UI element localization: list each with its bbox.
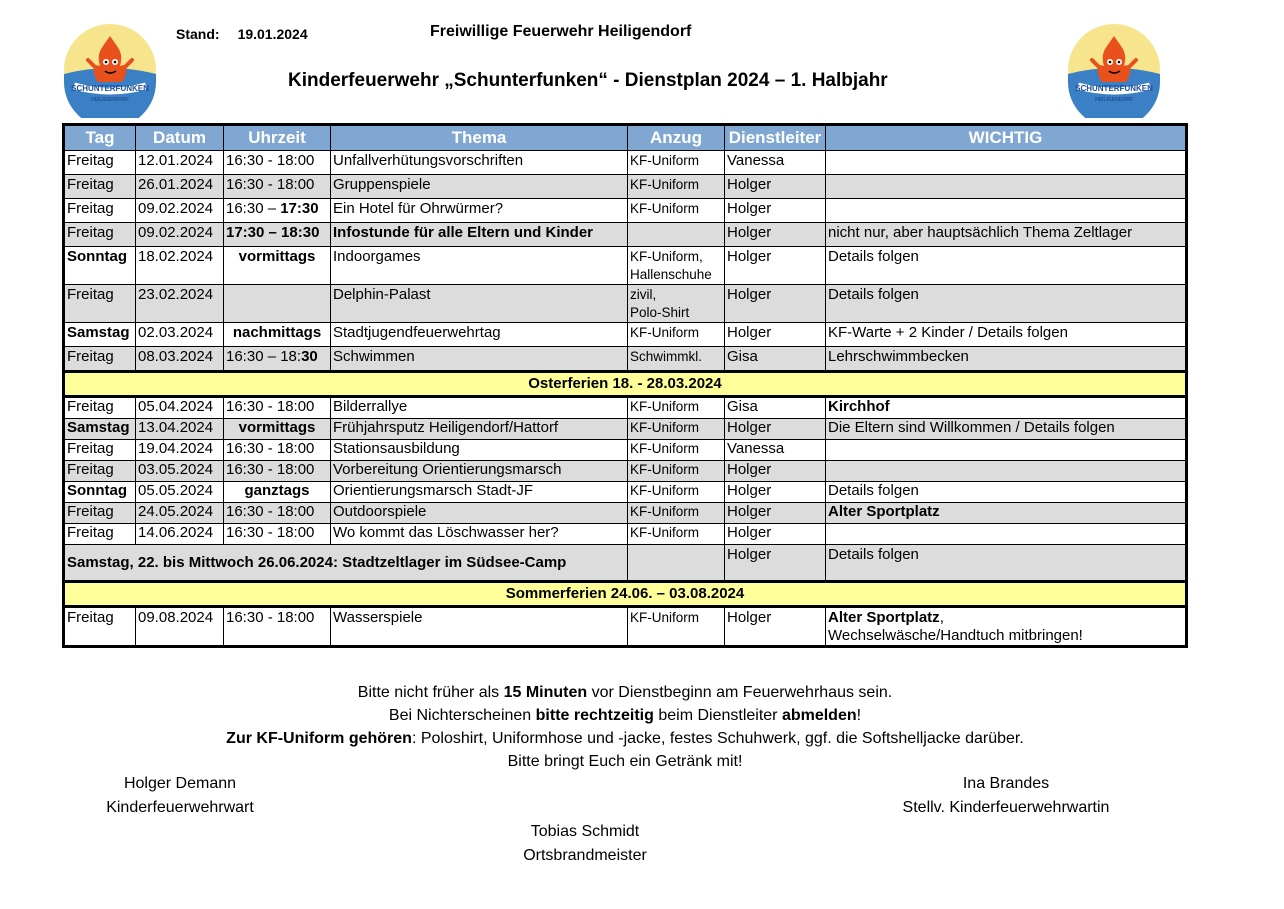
cell-dienstleiter: Holger xyxy=(725,461,826,482)
cell-tag: Freitag xyxy=(64,285,136,323)
time-end-bold: 17:30 xyxy=(280,200,319,217)
cell-tag: Freitag xyxy=(64,440,136,461)
cell-datum: 08.03.2024 xyxy=(136,347,224,372)
cell-uhrzeit: 16:30 - 18:00 xyxy=(224,440,331,461)
cell-datum: 03.05.2024 xyxy=(136,461,224,482)
cell-thema: Wasserspiele xyxy=(331,607,628,647)
cell-anzug: KF-Uniform xyxy=(628,440,725,461)
note-text: Bitte nicht früher als xyxy=(357,684,504,701)
col-header-dienstleiter: Dienstleiter xyxy=(725,125,826,151)
cell-datum: 09.02.2024 xyxy=(136,223,224,247)
signature-middle xyxy=(490,820,680,868)
signature-role: Kinderfeuerwehrwart xyxy=(106,799,254,816)
cell-dienstleiter: Holger xyxy=(725,419,826,440)
cell-dienstleiter: Holger xyxy=(725,323,826,347)
cell-uhrzeit: 16:30 - 18:00 xyxy=(224,607,331,647)
wichtig-line-2: Wechselwäsche/Handtuch mitbringen! xyxy=(828,627,1083,644)
cell-anzug: KF-Uniform xyxy=(628,419,725,440)
table-row xyxy=(64,285,1187,323)
cell-wichtig: Die Eltern sind Willkommen / Details folgen xyxy=(826,419,1187,440)
holiday-banner: Osterferien 18. - 28.03.2024 xyxy=(64,372,1187,397)
cell-dienstleiter: Holger xyxy=(725,607,826,647)
cell-anzug: KF-Uniform xyxy=(628,323,725,347)
note-text: Bei Nichterscheinen xyxy=(388,707,536,724)
cell-uhrzeit xyxy=(224,347,331,372)
note-line-4: Bitte bringt Euch ein Getränk mit! xyxy=(507,753,743,770)
cell-thema: Gruppenspiele xyxy=(331,175,628,199)
cell-datum: 13.04.2024 xyxy=(136,419,224,440)
signature-right xyxy=(880,772,1132,820)
cell-uhrzeit: 16:30 - 18:00 xyxy=(224,461,331,482)
table-row xyxy=(64,607,1187,647)
cell-uhrzeit: vormittags xyxy=(224,247,331,285)
cell-thema: Indoorgames xyxy=(331,247,628,285)
cell-thema: Ein Hotel für Ohrwürmer? xyxy=(331,199,628,223)
note-line-3 xyxy=(0,727,1250,750)
cell-uhrzeit: vormittags xyxy=(224,419,331,440)
cell-thema: Vorbereitung Orientierungsmarsch xyxy=(331,461,628,482)
cell-anzug: KF-Uniform xyxy=(628,503,725,524)
cell-dienstleiter: Holger xyxy=(725,247,826,285)
holiday-banner: Sommerferien 24.06. – 03.08.2024 xyxy=(64,582,1187,607)
cell-thema: Frühjahrsputz Heiligendorf/Hattorf xyxy=(331,419,628,440)
notes-block xyxy=(0,681,1250,773)
cell-wichtig xyxy=(826,607,1187,647)
organization-name: Freiwillige Feuerwehr Heiligendorf xyxy=(430,23,692,40)
cell-dienstleiter: Holger xyxy=(725,199,826,223)
cell-wichtig: Details folgen xyxy=(826,285,1187,323)
table-row xyxy=(64,323,1187,347)
signature-left xyxy=(92,772,268,820)
cell-anzug xyxy=(628,285,725,323)
note-bold: 15 Minuten xyxy=(503,684,588,701)
cell-tag: Freitag xyxy=(64,524,136,545)
cell-tag: Sonntag xyxy=(64,247,136,285)
stand-label: Stand: xyxy=(176,26,220,42)
anzug-line-1: KF-Uniform, xyxy=(630,249,703,264)
cell-wichtig: Lehrschwimmbecken xyxy=(826,347,1187,372)
cell-tag: Freitag xyxy=(64,175,136,199)
cell-zeltlager: Samstag, 22. bis Mittwoch 26.06.2024: Stadtzeltlager im Südsee-Camp xyxy=(64,545,628,582)
cell-wichtig: Details folgen xyxy=(826,545,1187,582)
cell-tag: Sonntag xyxy=(64,482,136,503)
cell-dienstleiter: Holger xyxy=(725,285,826,323)
time-end-bold: 30 xyxy=(301,348,318,365)
note-text: : Poloshirt, Uniformhose und -jacke, festes Schuhwerk, ggf. die Softshelljacke darüber. xyxy=(411,730,1024,747)
cell-dienstleiter: Gisa xyxy=(725,347,826,372)
table-row xyxy=(64,524,1187,545)
cell-wichtig xyxy=(826,175,1187,199)
cell-tag: Samstag xyxy=(64,419,136,440)
cell-thema: Wo kommt das Löschwasser her? xyxy=(331,524,628,545)
cell-wichtig: Alter Sportplatz xyxy=(826,503,1187,524)
cell-thema: Bilderrallye xyxy=(331,397,628,419)
table-row xyxy=(64,175,1187,199)
signature-role: Stellv. Kinderfeuerwehrwartin xyxy=(902,799,1110,816)
cell-thema: Unfallverhütungsvorschriften xyxy=(331,151,628,175)
note-bold: Zur KF-Uniform gehören xyxy=(226,730,412,747)
cell-anzug: KF-Uniform xyxy=(628,607,725,647)
table-row-zeltlager xyxy=(64,545,1187,582)
note-line-2 xyxy=(0,704,1250,727)
wichtig-comma: , xyxy=(939,609,944,626)
cell-uhrzeit: ganztags xyxy=(224,482,331,503)
cell-uhrzeit: 16:30 - 18:00 xyxy=(224,151,331,175)
cell-thema: Outdoorspiele xyxy=(331,503,628,524)
cell-dienstleiter: Holger xyxy=(725,524,826,545)
cell-uhrzeit: nachmittags xyxy=(224,323,331,347)
wichtig-bold: Alter Sportplatz xyxy=(828,609,940,626)
cell-uhrzeit: 16:30 - 18:00 xyxy=(224,503,331,524)
signature-name: Holger Demann xyxy=(123,775,237,792)
cell-wichtig xyxy=(826,524,1187,545)
cell-dienstleiter: Holger xyxy=(725,545,826,582)
cell-uhrzeit xyxy=(224,199,331,223)
table-row xyxy=(64,223,1187,247)
cell-dienstleiter: Holger xyxy=(725,503,826,524)
table-row xyxy=(64,347,1187,372)
cell-datum: 18.02.2024 xyxy=(136,247,224,285)
anzug-line-1: zivil, xyxy=(630,287,657,302)
cell-datum: 19.04.2024 xyxy=(136,440,224,461)
signature-role: Ortsbrandmeister xyxy=(523,847,647,864)
cell-dienstleiter: Holger xyxy=(725,175,826,199)
anzug-line-2: Hallenschuhe xyxy=(630,267,712,282)
cell-anzug: KF-Uniform xyxy=(628,397,725,419)
col-header-uhrzeit: Uhrzeit xyxy=(224,125,331,151)
cell-tag: Freitag xyxy=(64,223,136,247)
svg-text:SCHUNTERFUNKEN: SCHUNTERFUNKEN xyxy=(1075,84,1153,93)
cell-thema: Delphin-Palast xyxy=(331,285,628,323)
cell-dienstleiter: Vanessa xyxy=(725,151,826,175)
table-row xyxy=(64,461,1187,482)
cell-wichtig: Kirchhof xyxy=(826,397,1187,419)
schunterfunken-logo-left xyxy=(62,22,158,118)
cell-tag: Freitag xyxy=(64,461,136,482)
cell-anzug xyxy=(628,247,725,285)
note-text: beim Dienstleiter xyxy=(653,707,782,724)
cell-dienstleiter: Holger xyxy=(725,223,826,247)
cell-uhrzeit xyxy=(224,285,331,323)
cell-thema: Orientierungsmarsch Stadt-JF xyxy=(331,482,628,503)
cell-datum: 12.01.2024 xyxy=(136,151,224,175)
table-row xyxy=(64,397,1187,419)
cell-wichtig: Details folgen xyxy=(826,247,1187,285)
schunterfunken-logo-right xyxy=(1066,22,1162,118)
holiday-row-easter xyxy=(64,372,1187,397)
cell-anzug xyxy=(628,545,725,582)
cell-uhrzeit: 16:30 - 18:00 xyxy=(224,397,331,419)
cell-datum: 09.08.2024 xyxy=(136,607,224,647)
time-start: 16:30 – 18: xyxy=(226,348,302,365)
col-header-anzug: Anzug xyxy=(628,125,725,151)
cell-datum: 05.04.2024 xyxy=(136,397,224,419)
cell-dienstleiter: Holger xyxy=(725,482,826,503)
cell-datum: 02.03.2024 xyxy=(136,323,224,347)
table-row xyxy=(64,151,1187,175)
cell-tag: Freitag xyxy=(64,503,136,524)
cell-tag: Freitag xyxy=(64,347,136,372)
cell-wichtig: nicht nur, aber hauptsächlich Thema Zeltlager xyxy=(826,223,1187,247)
cell-anzug: Schwimmkl. xyxy=(628,347,725,372)
cell-thema: Stadtjugendfeuerwehrtag xyxy=(331,323,628,347)
duty-schedule-table xyxy=(62,123,1188,648)
cell-tag: Freitag xyxy=(64,397,136,419)
cell-tag: Samstag xyxy=(64,323,136,347)
cell-datum: 05.05.2024 xyxy=(136,482,224,503)
cell-datum: 24.05.2024 xyxy=(136,503,224,524)
cell-anzug: KF-Uniform xyxy=(628,151,725,175)
svg-text:HEILIGENDORF: HEILIGENDORF xyxy=(91,97,129,103)
signature-name: Ina Brandes xyxy=(962,775,1050,792)
cell-tag: Freitag xyxy=(64,151,136,175)
col-header-datum: Datum xyxy=(136,125,224,151)
note-line-1 xyxy=(0,681,1250,704)
cell-anzug: KF-Uniform xyxy=(628,482,725,503)
signature-name: Tobias Schmidt xyxy=(530,823,640,840)
cell-wichtig: Details folgen xyxy=(826,482,1187,503)
cell-datum: 26.01.2024 xyxy=(136,175,224,199)
cell-wichtig xyxy=(826,151,1187,175)
cell-wichtig xyxy=(826,199,1187,223)
table-header-row xyxy=(64,125,1187,151)
cell-uhrzeit: 17:30 – 18:30 xyxy=(224,223,331,247)
cell-dienstleiter: Gisa xyxy=(725,397,826,419)
time-start: 16:30 – xyxy=(226,200,281,217)
page-title: Kinderfeuerwehr „Schunterfunken“ - Dienstplan 2024 – 1. Halbjahr xyxy=(288,70,888,91)
cell-datum: 14.06.2024 xyxy=(136,524,224,545)
stand-date xyxy=(176,26,308,42)
cell-uhrzeit: 16:30 - 18:00 xyxy=(224,524,331,545)
cell-tag: Freitag xyxy=(64,607,136,647)
cell-anzug: KF-Uniform xyxy=(628,461,725,482)
note-text: ! xyxy=(856,707,862,724)
note-text: vor Dienstbeginn am Feuerwehrhaus sein. xyxy=(587,684,893,701)
cell-tag: Freitag xyxy=(64,199,136,223)
cell-thema: Stationsausbildung xyxy=(331,440,628,461)
table-row xyxy=(64,440,1187,461)
cell-datum: 23.02.2024 xyxy=(136,285,224,323)
table-row xyxy=(64,503,1187,524)
note-bold: abmelden xyxy=(781,707,857,724)
note-bold: bitte rechtzeitig xyxy=(535,707,654,724)
cell-datum: 09.02.2024 xyxy=(136,199,224,223)
table-row xyxy=(64,247,1187,285)
table-row xyxy=(64,419,1187,440)
cell-anzug: KF-Uniform xyxy=(628,175,725,199)
table-row xyxy=(64,482,1187,503)
table-row xyxy=(64,199,1187,223)
cell-wichtig xyxy=(826,461,1187,482)
svg-text:SCHUNTERFUNKEN: SCHUNTERFUNKEN xyxy=(71,84,149,93)
col-header-tag: Tag xyxy=(64,125,136,151)
holiday-row-summer xyxy=(64,582,1187,607)
cell-wichtig xyxy=(826,440,1187,461)
anzug-line-2: Polo-Shirt xyxy=(630,305,690,320)
col-header-wichtig: WICHTIG xyxy=(826,125,1187,151)
cell-anzug: KF-Uniform xyxy=(628,199,725,223)
cell-thema: Schwimmen xyxy=(331,347,628,372)
stand-value: 19.01.2024 xyxy=(237,26,308,42)
cell-thema: Infostunde für alle Eltern und Kinder xyxy=(331,223,628,247)
cell-uhrzeit: 16:30 - 18:00 xyxy=(224,175,331,199)
svg-text:HEILIGENDORF: HEILIGENDORF xyxy=(1095,97,1133,103)
cell-anzug xyxy=(628,223,725,247)
cell-anzug: KF-Uniform xyxy=(628,524,725,545)
cell-dienstleiter: Vanessa xyxy=(725,440,826,461)
cell-wichtig: KF-Warte + 2 Kinder / Details folgen xyxy=(826,323,1187,347)
col-header-thema: Thema xyxy=(331,125,628,151)
